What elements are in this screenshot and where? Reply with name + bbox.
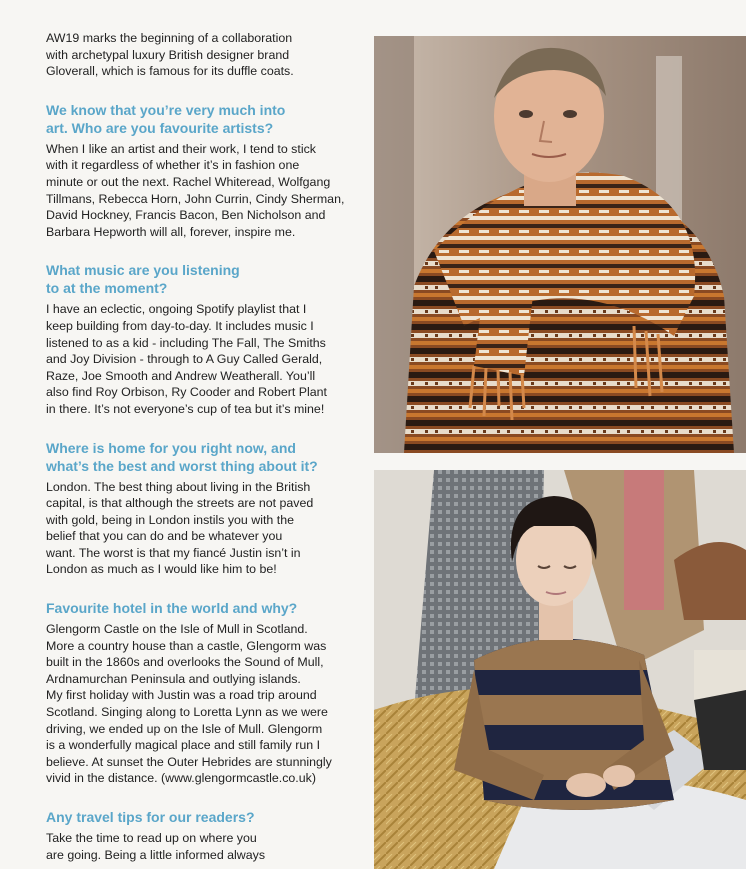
question-heading: Favourite hotel in the world and why? [46,600,298,617]
question-heading: Any travel tips for our readers? [46,809,255,825]
question-heading: What music are you listening to at the moment? [46,262,240,297]
qa-item [46,101,351,241]
model-scarf-photo [374,36,746,453]
qa-item [46,808,351,863]
question-heading: Where is home for you right now, and what’s the best and worst thing about it? [46,439,318,474]
qa-item [46,599,351,787]
answer-text: London. The best thing about living in the British capital, is that although the streets are not paved with gold, being in London instils you with the belief that you can do and be whatever you want. The worst is that my fiancé Justin isn’t in London as much as I would like him to be! [46,479,314,577]
answer-text: Glengorm Castle on the Isle of Mull in Scotland. More a country house than a castle, Glengorm was built in the 1860s and overlooks the Sound of Mull, Ardnamurchan Peninsula and outlying islands. My first holiday with Justin was a road trip around Scotland. Singing along to Loretta Lynn as we were driving, we ended up on the Isle of Mull. Glengorm is a wonderfully magical place and still family run I believe. At sunset the Outer Hebrides are stunningly vivid in the distance. (www.glengormcastle.co.uk) [46,622,332,786]
qa-item [46,261,351,417]
question-heading: We know that you’re very much into art. Who are you favourite artists? [46,101,286,136]
answer-text: Take the time to read up on where you are going. Being a little informed always [46,831,266,862]
answer-text: I have an eclectic, ongoing Spotify playlist that I keep building from day-to-day. It includes music I listened to as a kid - including The Fall, The Smiths and Joy Division - through to A Guy Called Gerald, Raze, Joe Smooth and Andrew Weatherall. You’ll also find Roy Orbison, Ry Cooder and Robert Plant in there. It’s not everyone’s cup of tea but it’s mine! [46,302,327,416]
article-intro: AW19 marks the beginning of a collaboration with archetypal luxury British designer brand Gloverall, which is famous for its duffle coats. [46,31,294,79]
qa-item [46,439,351,579]
model-jumper-photo [374,470,746,869]
answer-text: When I like an artist and their work, I tend to stick with it regardless of whether it’s in fashion one minute or out the next. Rachel Whiteread, Wolfgang Tillmans, Rebecca Horn, John Currin, Cindy Sherman, David Hockney, Francis Bacon, Ben Nicholson and Barbara Hepworth will all, forever, inspire me. [46,141,345,239]
article-column [46,30,351,863]
